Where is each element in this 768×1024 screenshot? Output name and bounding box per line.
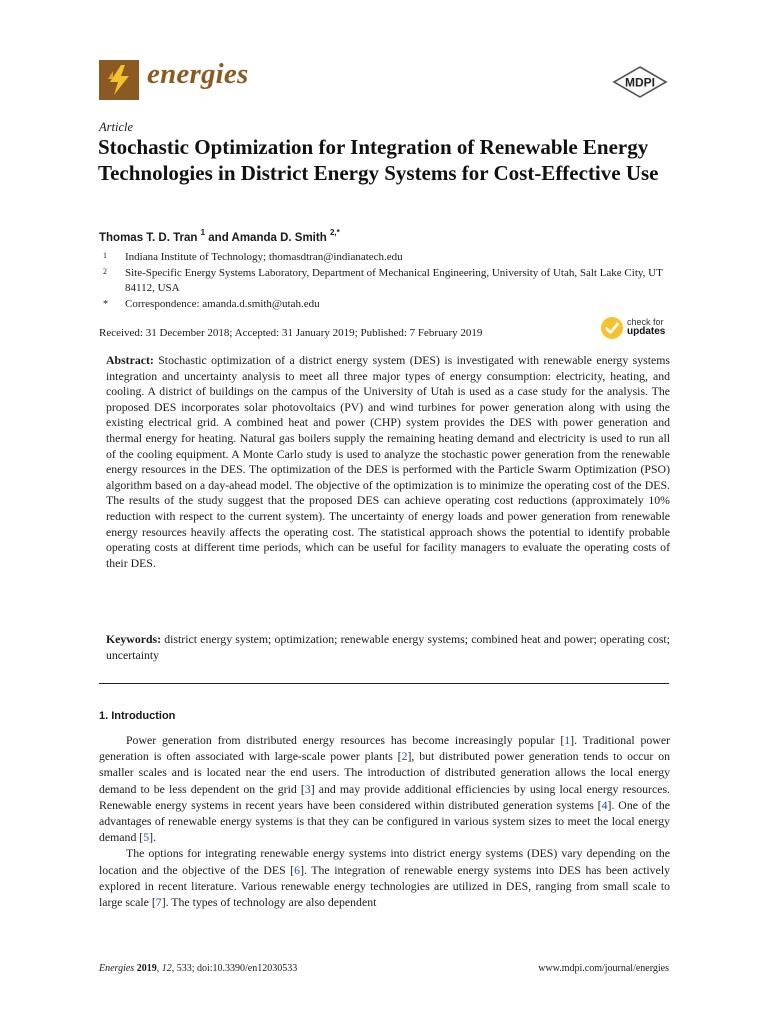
affiliation-item	[99, 297, 679, 312]
author-name: Amanda D. Smith	[231, 231, 327, 244]
citation-link[interactable]: 1	[564, 733, 571, 747]
citation-link[interactable]: 2	[401, 749, 408, 764]
abstract	[106, 353, 670, 571]
citation-link[interactable]: 7	[155, 895, 162, 910]
author-list	[99, 229, 340, 244]
section-heading: 1. Introduction	[99, 710, 176, 722]
check-for-updates-badge[interactable]	[600, 314, 672, 342]
keywords-label: Keywords:	[106, 632, 162, 646]
paper-title: Stochastic Optimization for Integration of Renewable Energy Technologies in District Energy Systems for Cost-Effective Use	[98, 135, 659, 185]
check-updates-line2: updates	[627, 326, 666, 337]
footer-url[interactable]: www.mdpi.com/journal/energies	[538, 963, 669, 974]
body-paragraph: The options for integrating renewable energy systems into district energy systems (DES) vary depending on the location and the objective of the DES [6]. The integration of renewable energy systems into DES has been actively explored in recent literature. Various renewable energy technologies are utilized in DES, ranging from small scale to large scale [7]. The types of technology are also dependent	[99, 846, 670, 910]
footer-volume: 12	[161, 963, 172, 974]
mdpi-logo-icon	[611, 66, 669, 98]
footer-doi: , 533; doi:10.3390/en12030533	[171, 963, 298, 974]
affiliations	[99, 250, 679, 313]
affiliation-item	[99, 266, 679, 296]
article-type: Article	[99, 120, 134, 134]
affiliation-mark: 2	[103, 267, 107, 276]
section-divider	[99, 683, 669, 684]
check-updates-line1: check for	[627, 317, 664, 327]
affiliation-item	[99, 250, 679, 265]
journal-logo-icon	[99, 60, 139, 100]
author-name: Thomas T. D. Tran	[99, 231, 198, 244]
footer-citation: Energies 2019, 12, 533; doi:10.3390/en12030533	[99, 963, 298, 974]
citation-link[interactable]: 4	[601, 797, 608, 812]
abstract-text: Stochastic optimization of a district energy system (DES) is investigated with renewable energy systems integration and uncertainty analysis to meet all three major types of energy consumption: electricity, heating, and cooling. A district of buildings on the campus of the University of Utah is used as a case study for the analysis. The proposed DES incorporates solar photovoltaics (PV) and wind turbines for power generation along with using the existing electrical grid. A combined heat and power (CHP) system provides the DES with power generation and thermal energy for heating. Natural gas boilers supply the remaining heating demand and electricity is used to run all of the cooling equipment. A Monte Carlo study is used to analyze the stochastic power generation from the renewable energy resources in the DES. The optimization of the DES is performed with the Particle Swarm Optimization (PSO) algorithm based on a day-ahead model. The objective of the optimization is to minimize the operating cost of the DES. The results of the study suggest that the proposed DES can achieve operating cost reductions (approximately 10% reduction with respect to the current system). The uncertainty of energy loads and power generation from renewable energy resources heavily affects the operating cost. The statistical approach shows the potential to identify probable operating costs at different time periods, which can be useful for facility managers to evaluate the operating costs of their DES.	[106, 353, 670, 570]
affiliation-text: Site-Specific Energy Systems Laboratory, Department of Mechanical Engineering, University of Utah, Salt Lake City, UT 84112, USA	[125, 267, 663, 294]
body-text	[99, 732, 670, 910]
correspondence-text: Correspondence: amanda.d.smith@utah.edu	[125, 298, 320, 310]
citation-link[interactable]: 6	[294, 862, 301, 877]
affiliation-text: Indiana Institute of Technology; thomasdtran@indianatech.edu	[125, 251, 403, 263]
author-affil-mark: 1	[200, 228, 206, 237]
footer-year: 2019	[136, 963, 157, 974]
affiliation-mark: 1	[103, 251, 107, 260]
footer-journal: Energies	[99, 963, 135, 974]
affiliation-mark: *	[103, 299, 108, 310]
body-paragraph: Power generation from distributed energy resources has become increasingly popular [1]. Traditional power generation is often associated with large-scale power plants [2], but distributed power generation tends to occur on smaller scales and is located near the end users. The introduction of distributed generation allows the local energy demand to be less dependent on the grid [3] and may provide additional efficiencies by using local energy resources. Renewable energy systems in recent years have been considered within distributed generation systems [4]. One of the advantages of renewable energy systems is that they can be configured in various system sizes to meet the local energy demand [5].	[99, 733, 670, 845]
citation-link[interactable]: 5	[143, 830, 150, 845]
publication-dates: Received: 31 December 2018; Accepted: 31 January 2019; Published: 7 February 2019	[99, 327, 483, 339]
publisher-name: MDPI	[625, 75, 655, 90]
citation-link[interactable]: 3	[304, 781, 311, 796]
abstract-label: Abstract:	[106, 353, 154, 367]
author-and: and	[208, 231, 229, 244]
keywords	[106, 631, 670, 663]
check-updates-icon	[600, 316, 624, 340]
author-affil-mark: 2,*	[329, 228, 340, 237]
journal-name: energies	[147, 58, 249, 90]
keywords-text: district energy system; optimization; renewable energy systems; combined heat and power; operating cost; uncertainty	[106, 632, 670, 662]
